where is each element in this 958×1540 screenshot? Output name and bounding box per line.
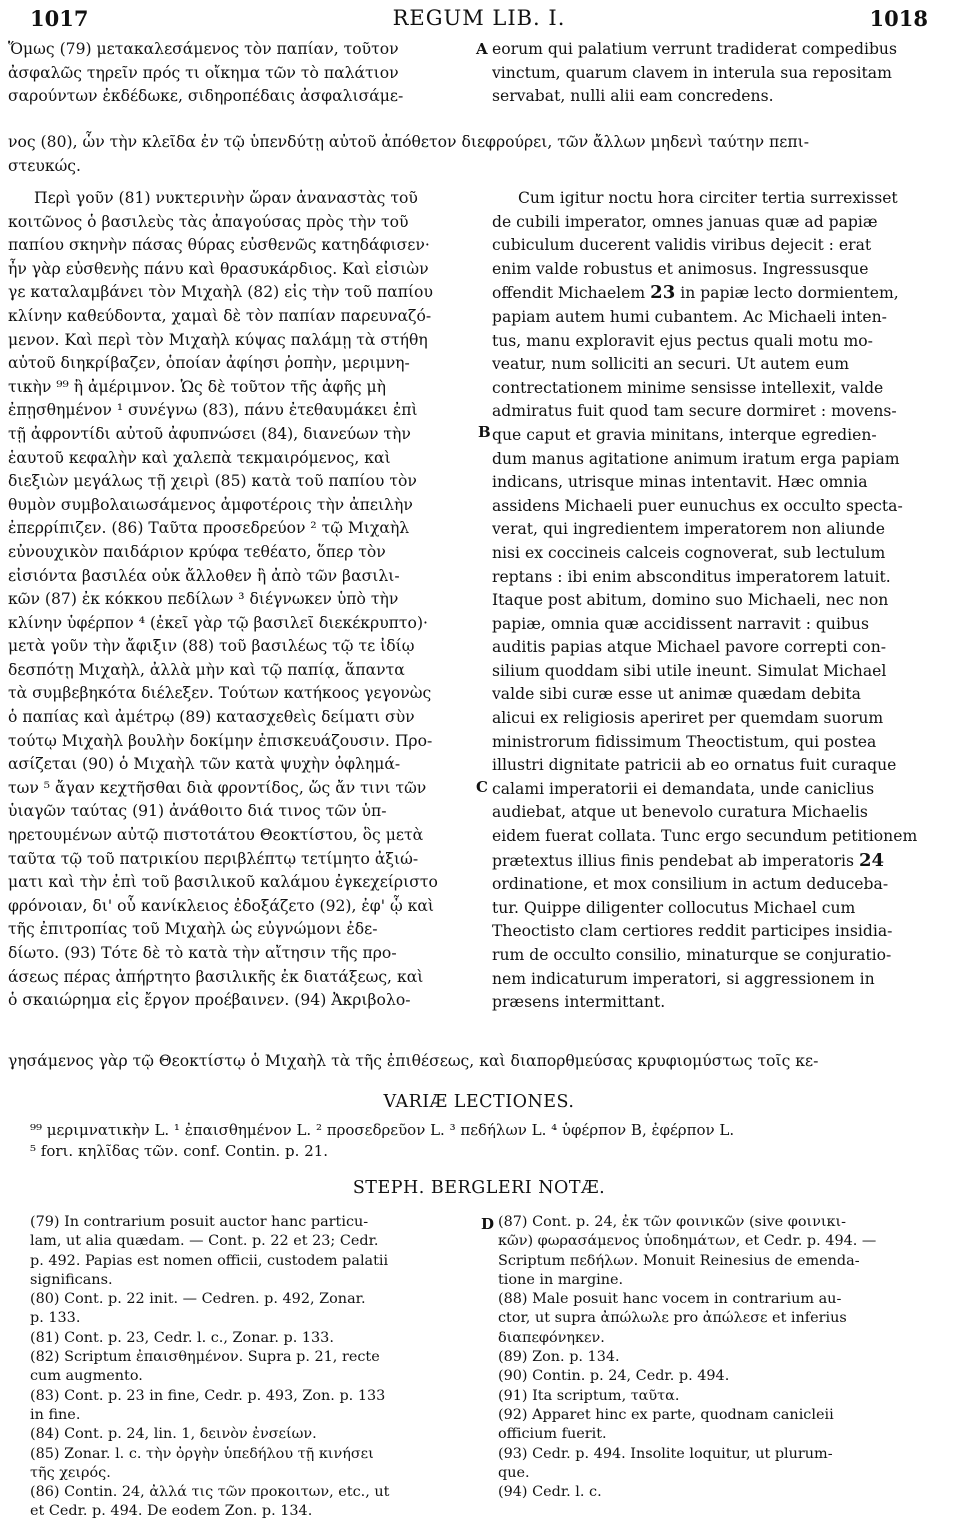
- greek-line: ηρετουμένων αὐτῷ πιστοτάτου Θεοκτίστου, ὃς μετὰ: [8, 826, 424, 845]
- note-line: (80) Cont. p. 22 init. — Cedren. p. 492, Zonar.: [30, 1291, 366, 1308]
- greek-line: νος (80), ὧν τὴν κλεῖδα ἐν τῷ ὑπενδύτῃ αὐτοῦ ἀπόθετον διεφρούρει, τῶν ἄλλων μηδενὶ ταύτην πεπι-: [8, 133, 809, 151]
- latin-line: reptans : ibi enim absconditus imperatorem latuit.: [492, 567, 891, 586]
- note-line: (86) Contin. 24, ἀλλά τις τῶν προκοιτων, etc., ut: [30, 1484, 390, 1501]
- latin-line: servabat, nulli alii eam concredens.: [492, 87, 774, 106]
- greek-line: κοιτῶνος ὁ βασιλεὺς τὰς ἀπαγούσας πρὸς τὴν τοῦ: [8, 212, 409, 231]
- latin-fragment: prætextus illius finis pendebat ab imperatoris: [492, 851, 855, 870]
- latin-line: [492, 849, 952, 874]
- latin-line: nem indicaturum imperatori, si aggressionem in: [492, 969, 875, 988]
- greek-line: ἀσφαλῶς τηρεῖν πρός τι οἴκημα τῶν τὸ παλάτιον: [8, 63, 399, 82]
- left-page-number: 1017: [30, 6, 89, 31]
- page-header: [30, 6, 928, 36]
- greek-column-top: [8, 38, 476, 109]
- greek-line: τὰ συμβεβηκότα διέλεξεν. Τούτων κατήκοος γεγονὼς: [8, 684, 432, 703]
- greek-line: ὁ παπίας καὶ ἀμέτρῳ (89) κατασχεθεὶς δείματι σὺν: [8, 708, 415, 727]
- greek-line: φρόνοιαν, δι' οὗ κανίκλειος ἐδοξάζετο (92), ἐφ' ᾧ καὶ: [8, 896, 435, 915]
- latin-line: tus, manu exploravit ejus pectus quali motu mo-: [492, 331, 873, 350]
- greek-line: Ὅμως (79) μετακαλεσάμενος τὸν παπίαν, τοῦτον: [8, 40, 399, 58]
- margin-letter-a: A: [476, 40, 488, 58]
- greek-line: αὐτοῦ διηκρίβαζεν, ὁποίαν ἀφίησι ῥοπὴν, μεριμνη-: [8, 354, 410, 373]
- greek-line: ὁ σκαιώρημα εἰς ἔργον προέβαινεν. (94) Ἀκριβολο-: [8, 991, 411, 1010]
- variant-line: ⁵ forι. κηλῖδας τῶν. conf. Contin. p. 21.: [30, 1142, 329, 1160]
- running-title: REGUM LIB. I.: [392, 6, 566, 30]
- latin-line: calami imperatorii ei demandata, unde caniclius: [492, 779, 875, 798]
- note-line: (84) Cont. p. 24, lin. 1, δεινὸν ἐνσείων.: [30, 1426, 317, 1443]
- greek-line: εἰσιόντα βασιλέα οὐκ ἄλλοθεν ἢ ἀπὸ τῶν βασιλι-: [8, 566, 400, 585]
- note-line: (93) Cedr. p. 494. Insolite loquitur, ut plurum-: [498, 1445, 833, 1462]
- greek-line: τούτῳ Μιχαὴλ βουλὴν δοκίμην ἐπισκευάζουσιν. Προ-: [8, 731, 433, 750]
- greek-line: ἦν γὰρ εὐσθενὴς πάνυ καὶ θρασυκάρδιος. Καὶ εἰσιὼν: [8, 259, 429, 278]
- latin-line: audiebat, atque ut benevolo curatura Michaelis: [492, 803, 868, 822]
- margin-number-23: 23: [650, 282, 676, 304]
- greek-line: ἐπερρίπιζεν. (86) Ταῦτα προσεδρεύον ² τῷ Μιχαὴλ: [8, 519, 410, 538]
- latin-line: veatur, num solliciti an securi. Ut autem eum: [492, 355, 850, 374]
- latin-line: papiæ, omnia quæ accidissent narravit : quibus: [492, 614, 869, 633]
- greek-line: τῇ ἀφροντίδι αὐτοῦ ἀφυπνώσει (84), διανεύων τὴν: [8, 424, 411, 443]
- note-line: significans.: [30, 1271, 113, 1288]
- margin-letter-c: C: [476, 778, 488, 796]
- latin-line: eorum qui palatium verrunt tradiderat compedibus: [492, 40, 897, 58]
- latin-column-main: [492, 187, 952, 1015]
- variae-lectiones-heading: VARIÆ LECTIONES.: [383, 1092, 575, 1112]
- latin-line: ministrorum fidissimum Theoctistum, qui postea: [492, 732, 877, 751]
- latin-line: eidem fuerat collata. Tunc ergo secundum petitionem: [492, 827, 918, 846]
- greek-line: γε καταλαμβάνει τὸν Μιχαὴλ (82) εἰς τὴν τοῦ παπίου: [8, 283, 433, 302]
- note-line: (87) Cont. p. 24, ἐκ τῶν φοινικῶν (sive φοινικι-: [498, 1214, 847, 1230]
- note-line: (79) In contrarium posuit auctor hanc particu-: [30, 1214, 369, 1230]
- note-line: p. 133.: [30, 1310, 81, 1327]
- greek-line: διεξιὼν μεγάλως τῇ χειρὶ (85) κατὰ τοῦ παπίου τὸν: [8, 472, 417, 491]
- latin-fragment: offendit Michaelem: [492, 284, 646, 303]
- note-line: (82) Scriptum ἐπαισθημένον. Supra p. 21, recte: [30, 1349, 380, 1366]
- greek-line: κῶν (87) ἐκ κόκκου πεδίλων ³ διέγνωκεν ὑπὸ τὴν: [8, 590, 399, 609]
- latin-line: valde sibi curæ esse ut animæ quædam debita: [492, 685, 861, 704]
- greek-line: κλίνην ὑφέρπον ⁴ (ἐκεῖ γὰρ τῷ βασιλεῖ διεκέκρυπτο)·: [8, 613, 428, 632]
- latin-line: indicans, utrisque minas intentavit. Hæc omnia: [492, 473, 868, 492]
- note-line: (85) Zonar. l. c. τὴν ὀργὴν ὑπεδήλου τῇ κινήσει: [30, 1445, 374, 1462]
- variant-line: ⁹⁹ μεριμνατικὴν L. ¹ ἐπαισθημένον L. ² προσεδρεῦον L. ³ πεδήλων L. ⁴ ὑφέρπον B, ἐφέρπον L.: [30, 1121, 735, 1139]
- greek-line: στευκώς.: [8, 156, 81, 175]
- note-line: ctor, ut supra ἀπώλωλε pro ἀπώλεσε et inferius: [498, 1310, 847, 1327]
- latin-line: Cum igitur noctu hora circiter tertia surrexisset: [518, 189, 898, 207]
- greek-line: τῆς ἐπιτροπίας τοῦ Μιχαὴλ ὡς εὐγνώμονι ἐδε-: [8, 920, 378, 939]
- latin-line: Theoctisto clam certiores reddit participes insidia-: [492, 922, 893, 941]
- greek-line: των ⁵ ἄγαν κεχτῆσθαι διὰ φροντίδος, ὥς ἄν τινι τῶν: [8, 778, 427, 797]
- greek-line: ταῦτα τῷ τοῦ πατρικίου περιβλέπτῳ τετίμητο ἀξιώ-: [8, 849, 419, 868]
- latin-line: ordinatione, et mox consilium in actum deduceba-: [492, 875, 889, 894]
- greek-full-width-top: [8, 131, 953, 178]
- latin-line: admiratus fuit quod tam secure dormiret : movens-: [492, 402, 897, 421]
- latin-line: assidens Michaeli puer eunuchus ex occulto specta-: [492, 496, 903, 515]
- right-page-number: 1018: [869, 6, 928, 31]
- note-line: tione in margine.: [498, 1271, 624, 1288]
- greek-line: κλίνην καθεύδοντα, χαμαὶ δὲ τὸν παπίαν παρευναζό-: [8, 306, 432, 325]
- latin-line: alicui ex religiosis aperiret per quemdam suorum: [492, 709, 884, 728]
- variae-lectiones: [30, 1120, 930, 1162]
- latin-line: nisi ex coccineis calceis cognoverat, sub lectulum: [492, 543, 886, 562]
- note-line: que.: [498, 1464, 530, 1481]
- note-line: in fine.: [30, 1406, 81, 1423]
- latin-line: illustri dignitate patricii ab eo ornatus fuit curaque: [492, 756, 897, 775]
- latin-line: verat, qui ingredientem imperatorem non aliunde: [492, 520, 885, 539]
- greek-line: παπίου σκηνὴν πάσας θύρας εὐσθενῶς κατηδάφισεν·: [8, 236, 430, 255]
- latin-line: vinctum, quarum clavem in interula sua repositam: [492, 63, 892, 82]
- margin-letter-b: B: [478, 423, 491, 441]
- greek-line: ἑαυτοῦ κεφαλὴν καὶ χαλεπὰ τεκμαιρόμενος, καὶ: [8, 448, 391, 467]
- latin-line: dum manus agitatione animum iratum erga papiam: [492, 449, 900, 468]
- note-line: διαπεφόνηκεν.: [498, 1329, 605, 1346]
- latin-fragment: in papiæ lecto dormientem,: [680, 284, 899, 303]
- latin-line: cubiculum ducerent validis viribus dejecit : erat: [492, 236, 872, 255]
- note-line: lam, ut alia quædam. — Cont. p. 22 et 23; Cedr.: [30, 1233, 379, 1250]
- latin-line: præsens intermittant.: [492, 993, 666, 1012]
- greek-line: Περὶ γοῦν (81) νυκτερινὴν ὥραν ἀναναστὰς τοῦ: [34, 189, 418, 207]
- greek-line: τικὴν ⁹⁹ ἢ ἀμέριμνον. Ὡς δὲ τοῦτον τῆς ἀφῆς μὴ: [8, 377, 386, 396]
- greek-line: δεσπότῃ Μιχαὴλ, ἀλλὰ μὴν καὶ τῷ παπίᾳ, ἅπαντα: [8, 660, 405, 679]
- note-line: τῆς χειρός.: [30, 1464, 111, 1481]
- latin-line: enim valde robustus et animosus. Ingressusque: [492, 259, 869, 278]
- note-line: (88) Male posuit hanc vocem in contrarium au-: [498, 1291, 842, 1308]
- note-line: p. 492. Papias est nomen officii, custodem palatii: [30, 1252, 389, 1269]
- note-line: (92) Apparet hinc ex parte, quodnam canicleii: [498, 1406, 834, 1423]
- latin-column-top: [492, 38, 952, 109]
- greek-line: μενον. Καὶ περὶ τὸν Μιχαὴλ κύψας παλάμῃ τὰ στήθη: [8, 330, 428, 349]
- greek-line: εὐνουχικὸν παιδάριον κρύφα τεθέατο, ὅπερ τὸν: [8, 542, 386, 561]
- greek-line: μετὰ γοῦν τὴν ἄφιξιν (88) τοῦ βασιλέως τῷ τε ἰδίῳ: [8, 637, 415, 656]
- note-line: et Cedr. p. 494. De eodem Zon. p. 134.: [30, 1503, 313, 1520]
- notes-left-column: [30, 1213, 478, 1522]
- note-line: (89) Zon. p. 134.: [498, 1349, 620, 1366]
- latin-line: auditis papias atque Michael pavore correpti con-: [492, 638, 887, 657]
- latin-line: silium quoddam sibi utile ineunt. Simulat Michael: [492, 661, 887, 680]
- latin-line: de cubili imperator, omnes januas quæ ad papiæ: [492, 212, 878, 231]
- latin-line: [492, 281, 952, 306]
- greek-line: δίωτο. (93) Τότε δὲ τὸ κατὰ τὴν αἴτησιν τῆς προ-: [8, 944, 397, 962]
- note-line: (91) Ita scriptum, ταῦτα.: [498, 1387, 680, 1404]
- greek-column-main: [8, 187, 476, 1013]
- latin-line: papiam autem humi cubantem. Ac Michaeli inten-: [492, 307, 887, 326]
- greek-line: θυμὸν συμβολαιωσάμενος ἀμφοτέροις τὴν ἀπειλὴν: [8, 495, 413, 514]
- bergleri-notae-heading: STEPH. BERGLERI NOTÆ.: [352, 1178, 606, 1198]
- latin-line: Itaque post abitum, domino suo Michaeli, nec non: [492, 591, 889, 610]
- latin-line: contrectationem minime sensisse intellexit, valde: [492, 378, 884, 397]
- notes-right-column: [498, 1213, 938, 1502]
- latin-line: que caput et gravia minitans, interque egredien-: [492, 425, 877, 444]
- greek-line: σαρούντων ἐκδέδωκε, σιδηροπέδαις ἀσφαλισάμε-: [8, 87, 404, 106]
- greek-line: ματι καὶ τὴν ἐπὶ τοῦ βασιλικοῦ καλάμου ἐγκεχείριστο: [8, 873, 438, 892]
- greek-line: γησάμενος γὰρ τῷ Θεοκτίστῳ ὁ Μιχαὴλ τὰ τῆς ἐπιθέσεως, καὶ διαπορθμεύσας κρυφιομύστως τοῖς κε-: [8, 1052, 819, 1070]
- margin-letter-d: D: [481, 1215, 495, 1233]
- note-line: (94) Cedr. l. c.: [498, 1484, 602, 1501]
- note-line: Scriptum πεδήλων. Monuit Reinesius de emenda-: [498, 1252, 860, 1269]
- note-line: officium fuerit.: [498, 1426, 607, 1443]
- greek-line: ὑιαγῶν ταύτας (91) ἀνάθοιτο διά τινος τῶν ὑπ-: [8, 802, 387, 821]
- note-line: (83) Cont. p. 23 in fine, Cedr. p. 493, Zon. p. 133: [30, 1387, 386, 1404]
- note-line: (81) Cont. p. 23, Cedr. l. c., Zonar. p. 133.: [30, 1329, 334, 1346]
- greek-line: ασίζεται (90) ὁ Μιχαὴλ τῶν κατὰ ψυχὴν ὀφλημά-: [8, 755, 401, 774]
- note-line: κῶν) φωρασάμενος ὑποδημάτων, et Cedr. p. 494. —: [498, 1233, 877, 1250]
- margin-number-24: 24: [859, 849, 885, 871]
- note-line: (90) Contin. p. 24, Cedr. p. 494.: [498, 1368, 730, 1385]
- note-line: cum augmento.: [30, 1368, 143, 1385]
- greek-line: ἐπῃσθημένον ¹ συνέγνω (83), πάνυ ἐτεθαυμάκει ἐπὶ: [8, 401, 418, 420]
- greek-full-width-bottom: [8, 1050, 953, 1074]
- latin-line: tur. Quippe diligenter collocutus Michael cum: [492, 898, 856, 917]
- greek-line: άσεως πέρας ἀπήρτητο βασιλικῆς ἐκ διατάξεως, καὶ: [8, 967, 424, 986]
- latin-line: rum de occulto consilio, minaturque se conjuratio-: [492, 946, 892, 964]
